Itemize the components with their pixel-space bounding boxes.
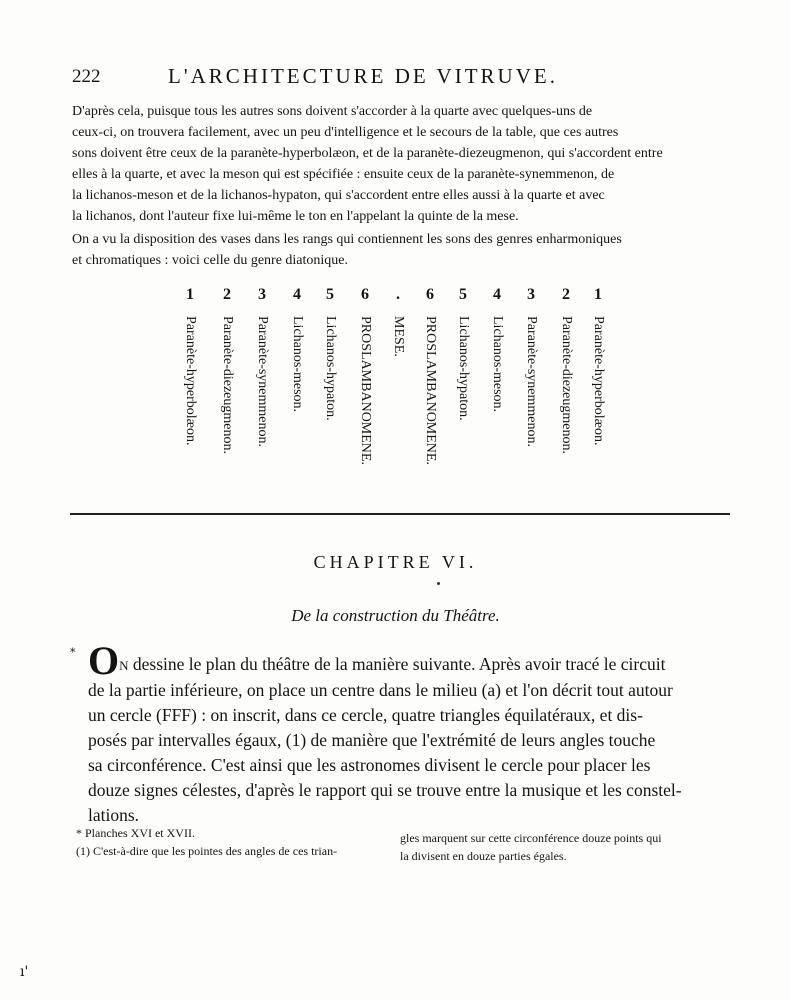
column-number: 4 [293,286,301,303]
column-number: 3 [527,286,535,303]
column-label: Paranète-hyperbolæon. [183,316,198,446]
section-divider [70,513,730,515]
table-column [215,286,239,454]
table-column [554,286,578,454]
footnote-line: * Planches XVI et XVII. [76,826,195,840]
footnote-line: gles marquent sur cette circonférence douze points qui [400,831,662,845]
column-label: Lichanos-meson. [490,316,505,413]
paragraph-line: douze signes célestes, d'après le rapport qui se trouve entre la musique et les constel- [88,780,682,800]
paragraph-1 [72,101,729,227]
page-header [72,62,632,92]
paragraph-line: et chromatiques : voici celle du genre diatonique. [72,253,349,268]
column-number: 5 [326,286,334,303]
ink-speck [437,582,440,585]
paragraph-line: On a vu la disposition des vases dans les rangs qui contiennent les sons des genres enharmoniques [72,232,622,247]
chapter-title: CHAPITRE VI. [313,552,478,572]
column-number: 1 [186,286,194,303]
table-column [519,286,543,447]
paragraph-line: la lichanos-meson et de la lichanos-hypaton, qui s'accordent entre elles aussi à la quarte et avec [72,188,605,203]
line-text: dessine le plan du théâtre de la manière suivante. Après avoir tracé le circuit [128,654,666,674]
column-number: 4 [493,286,501,303]
column-number: 2 [562,286,570,303]
footnote-right [400,829,730,865]
paragraph-line: la lichanos, dont l'auteur fixe lui-même le ton en l'appelant la quinte de la mese. [72,209,519,224]
table-column [250,286,274,447]
table-column [586,286,610,445]
table-column [353,286,377,465]
footnote-line: (1) C'est-à-dire que les pointes des angles de ces trian- [76,844,338,858]
table-column [285,286,309,412]
table-column [418,286,442,465]
column-label: Lichanos-meson. [290,316,305,413]
paragraph-line: de la partie inférieure, on place un centre dans le milieu (a) et l'on décrit tout autour [88,680,673,700]
column-number: 5 [459,286,467,303]
table-column [178,286,202,445]
paragraph-line: elles à la quarte, et avec la meson qui est spécifiée : ensuite ceux de la paranète-synemmenon, de [72,167,615,182]
column-number: . [396,286,400,303]
page-number: 222 [72,66,101,87]
table-column [386,286,410,357]
chapter-subtitle: De la construction du Théâtre. [291,606,500,625]
paragraph-line: sa circonférence. C'est ainsi que les astronomes divisent le cercle pour placer les [88,755,651,775]
paragraph-line: lations. [88,805,140,825]
main-paragraph [88,638,728,828]
column-label: MESE. [391,316,406,357]
column-number: 1 [594,286,602,303]
column-label: PROSLAMBANOMENE. [423,316,438,465]
margin-mark: ı' [20,964,29,980]
running-title: L'ARCHITECTURE DE VITRUVE. [168,64,558,88]
first-word-rest: N [119,658,129,673]
column-number: 6 [361,286,369,303]
column-label: Lichanos-hypaton. [456,316,471,421]
column-number: 3 [258,286,266,303]
paragraph-2 [72,229,729,271]
table-column [451,286,475,421]
column-label: Paranète-synemmenon. [255,316,270,448]
column-label: Lichanos-hypaton. [323,316,338,421]
drop-cap: O [88,638,120,683]
table-column [485,286,509,412]
column-label: Paranète-diezeugmenon. [220,316,235,454]
footnote-left [76,824,396,860]
table-column [318,286,342,421]
paragraph-line: un cercle (FFF) : on inscrit, dans ce cercle, quatre triangles équilatéraux, et dis- [88,705,643,725]
paragraph-line: sons doivent être ceux de la paranète-hyperbolæon, et de la paranète-diezeugmenon, qui s'accordent entre [72,146,663,161]
column-number: 6 [426,286,434,303]
paragraph-line: posés par intervalles égaux, (1) de manière que l'extrémité de leurs angles touche [88,730,656,750]
column-number: 2 [223,286,231,303]
paragraph-line: D'après cela, puisque tous les autres sons doivent s'accorder à la quarte avec quelques-uns de [72,104,593,119]
paragraph-line: ceux-ci, on trouvera facilement, avec un peu d'intelligence et le secours de la table, que ces autres [72,125,619,140]
column-label: Paranète-hyperbolæon. [591,316,606,446]
footnote-line: la divisent en douze parties égales. [400,849,567,863]
footnote-marker: * [70,646,76,659]
paragraph-line [88,638,728,683]
column-label: Paranète-diezeugmenon. [559,316,574,454]
column-label: Paranète-synemmenon. [524,316,539,448]
column-label: PROSLAMBANOMENE. [358,316,373,465]
